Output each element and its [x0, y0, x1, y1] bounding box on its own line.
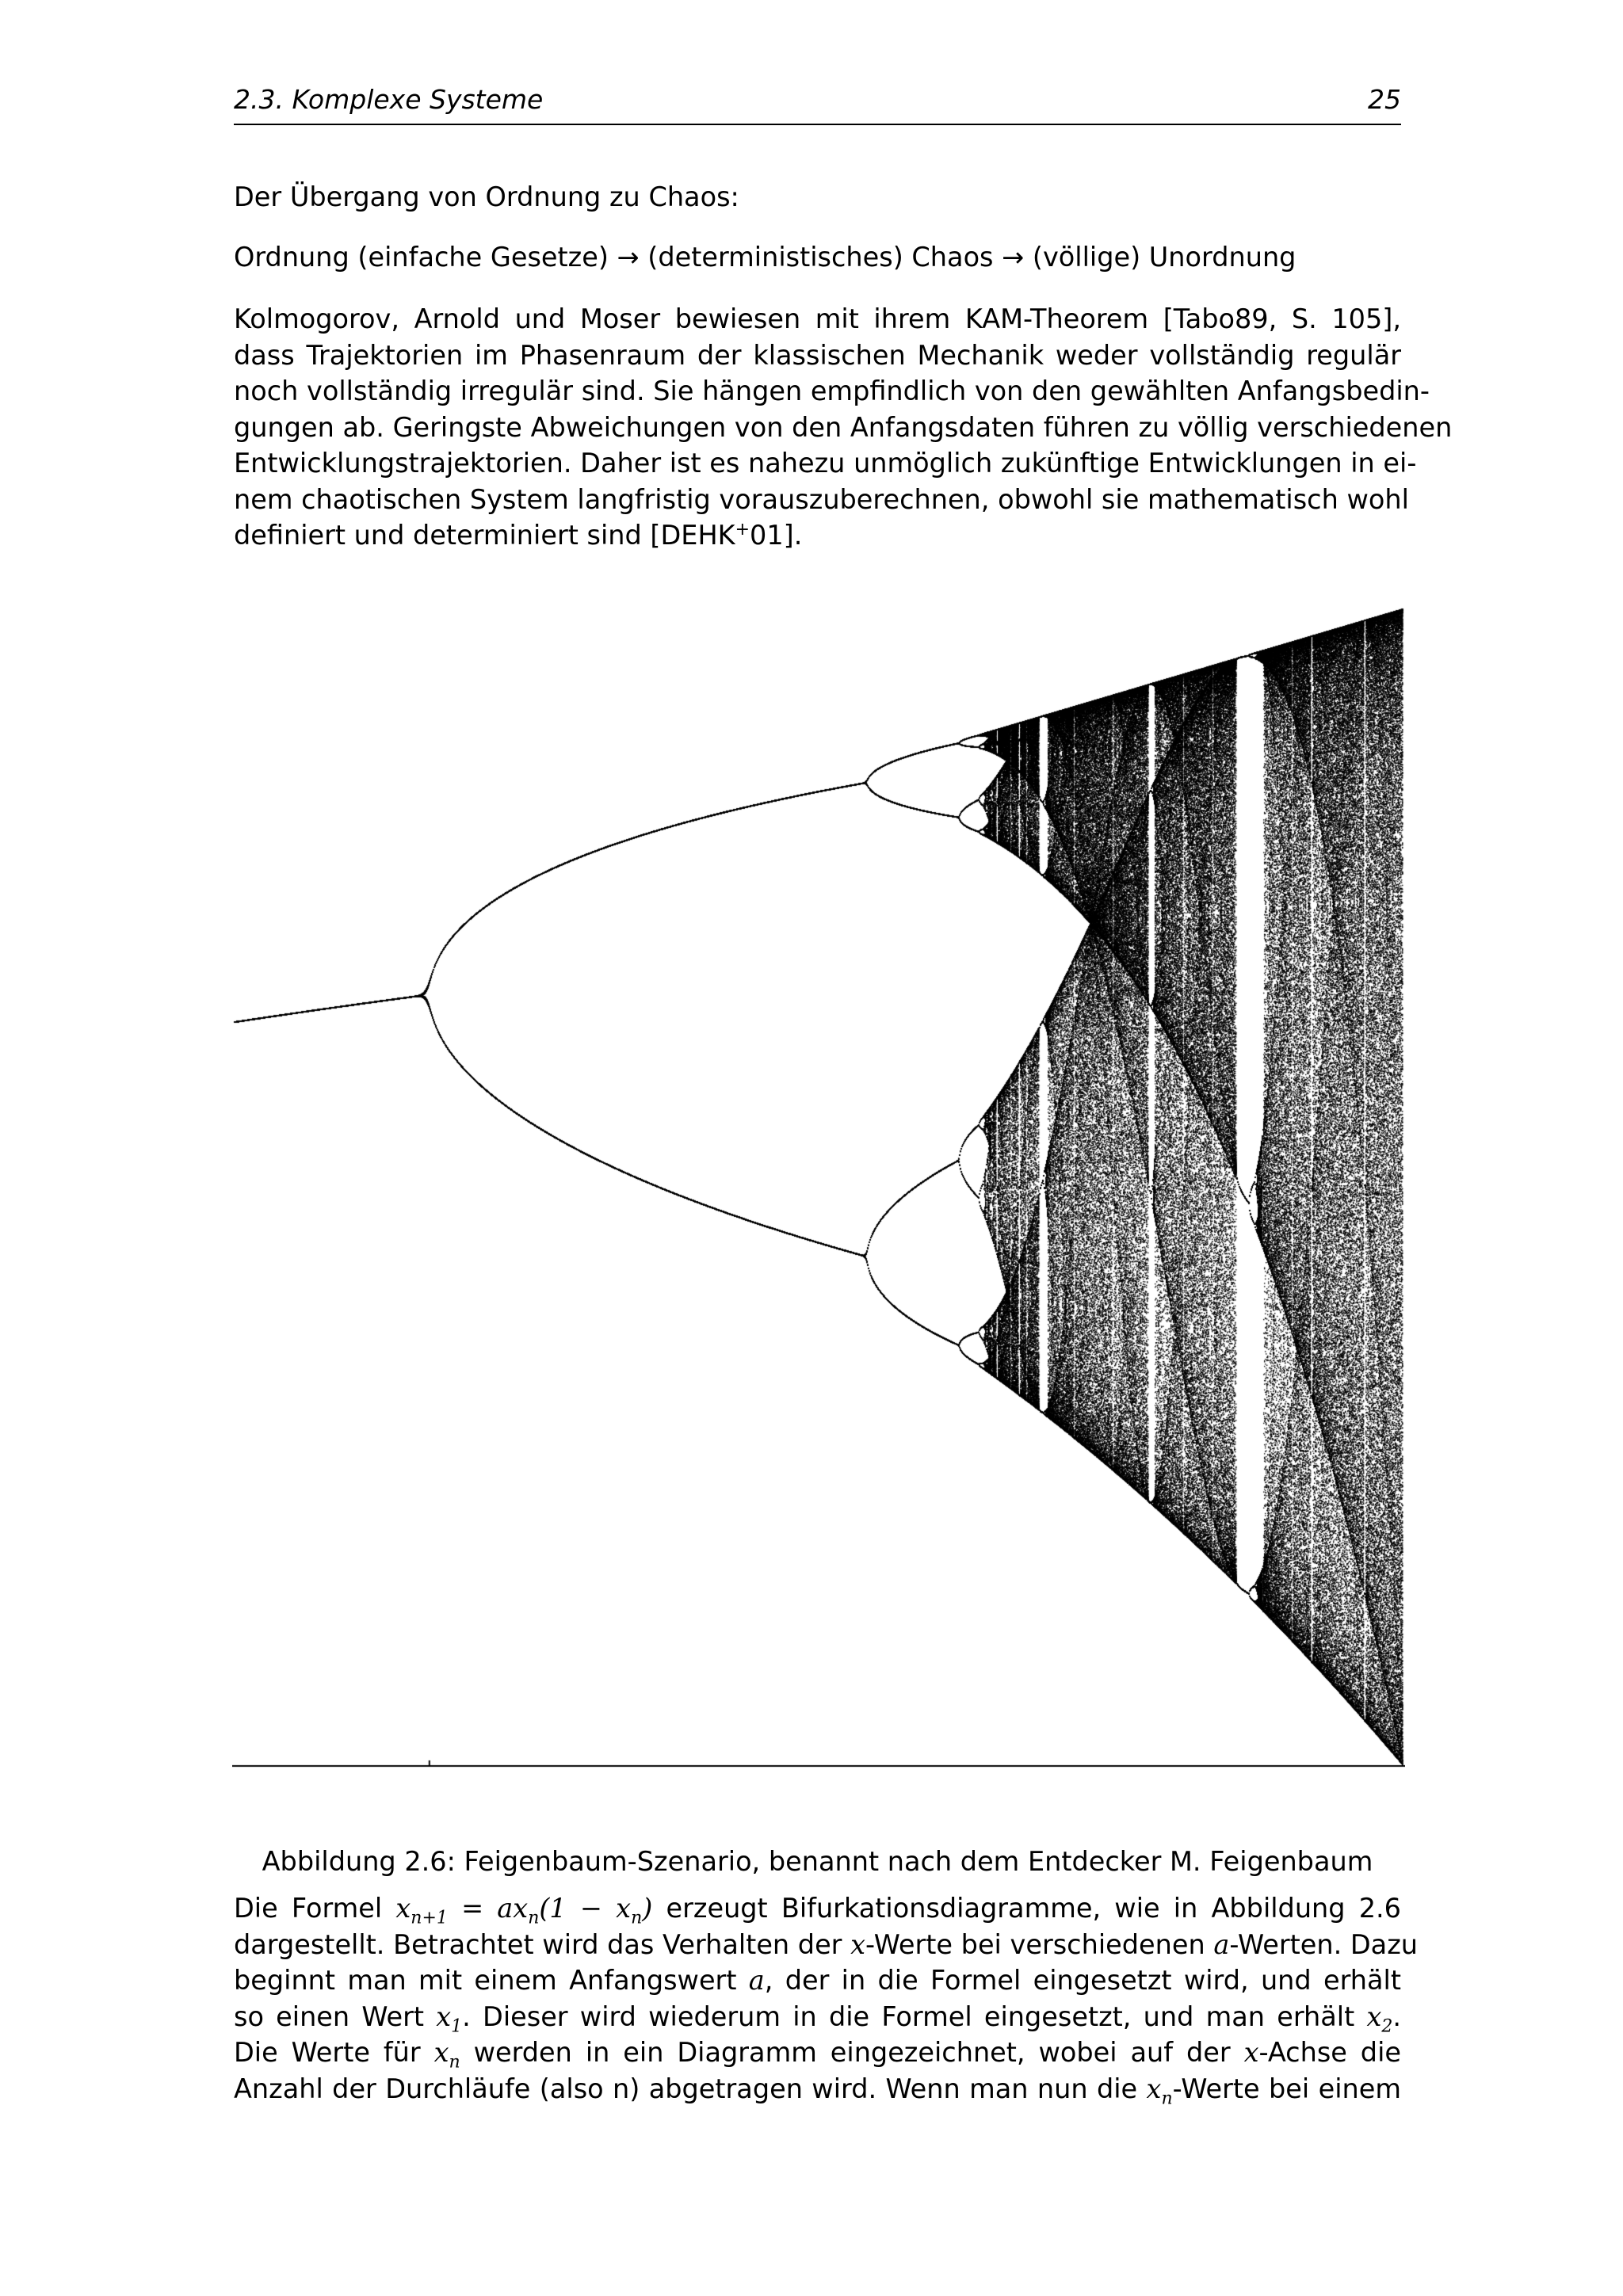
transition-line: Ordnung (einfache Gesetze) → (deterministisches) Chaos → (völlige) Unordnung — [234, 242, 1296, 273]
text-line: dargestellt. Betrachtet wird das Verhalten der x-Werte bei verschiedenen a-Werten. Dazu — [234, 1928, 1419, 1960]
bifurcation-diagram — [232, 602, 1405, 1775]
bifurcation-figure — [232, 602, 1405, 1775]
text-line: dass Trajektorien im Phasenraum der klassischen Mechanik weder vollständig regulär — [234, 339, 1401, 371]
text-line: so einen Wert $x_1$. Dieser wird wiederum in die Formel eingesetzt, und man erhält $x_2$. — [234, 2000, 1401, 2037]
page-number: 25 — [1368, 84, 1401, 115]
page-header — [234, 84, 1401, 125]
section-title: 2.3. Komplexe Systeme — [234, 84, 544, 115]
text-line: Anzahl der Durchläufe (also n) abgetragen wird. Wenn man nun die $x_n$-Werte bei einem — [234, 2073, 1401, 2109]
text-line: Kolmogorov, Arnold und Moser bewiesen mit ihrem KAM-Theorem [Tabo89, S. 105], — [234, 303, 1401, 334]
intro-heading: Der Übergang von Ordnung zu Chaos: — [234, 181, 739, 212]
text-line: Entwicklungstrajektorien. Daher ist es nahezu unmöglich zukünftige Entwicklungen in ei- — [234, 448, 1417, 479]
text-line: Die Werte für $x_n$ werden in ein Diagramm eingezeichnet, wobei auf der x-Achse die — [234, 2037, 1401, 2073]
paragraph-kam — [234, 301, 1453, 554]
text-line: Die Formel $x_{n+1} = ax_n(1 - x_n)$ erzeugt Bifurkationsdiagramme, wie in Abbildung 2.6 — [234, 1893, 1401, 1928]
figure-caption: Abbildung 2.6: Feigenbaum-Szenario, benannt nach dem Entdecker M. Feigenbaum — [262, 1845, 1373, 1877]
paragraph-formula — [234, 1890, 1419, 2109]
text-line: beginnt man mit einem Anfangswert a, der in die Formel eingesetzt wird, und erhält — [234, 1965, 1401, 1996]
text-line: definiert und determiniert sind [DEHK+01]. — [234, 519, 803, 551]
text-line: gungen ab. Geringste Abweichungen von den Anfangsdaten führen zu völlig verschiedenen — [234, 411, 1453, 443]
text-line: noch vollständig irregulär sind. Sie hängen empfindlich von den gewählten Anfangsbedin- — [234, 376, 1430, 406]
text-line: nem chaotischen System langfristig vorauszuberechnen, obwohl sie mathematisch wohl — [234, 483, 1409, 515]
